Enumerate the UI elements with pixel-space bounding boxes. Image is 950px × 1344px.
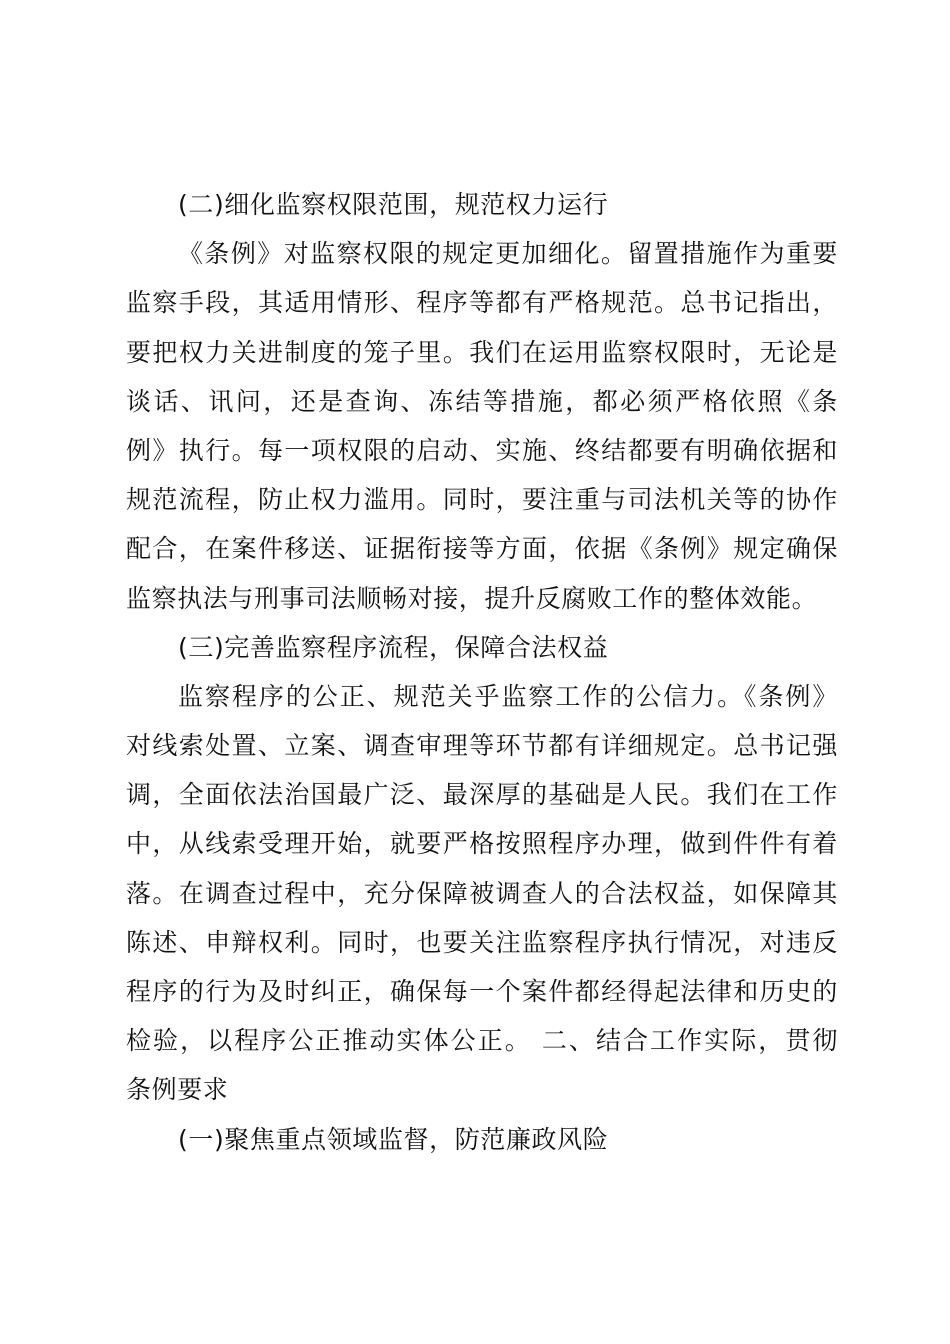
paragraph-line: 中，从线索受理开始，就要严格按照程序办理，做到件件有着: [126, 829, 838, 859]
paragraph-line: 对线索处置、立案、调查审理等环节都有详细规定。总书记强: [126, 731, 838, 761]
section-heading-2: (二)细化监察权限范围，规范权力运行: [178, 190, 609, 219]
section-heading-3: (三)完善监察程序流程，保障合法权益: [178, 632, 609, 662]
paragraph-line: 程序的行为及时纠正，确保每一个案件都经得起法律和历史的: [126, 977, 838, 1006]
paragraph-line: 调，全面依法治国最广泛、最深厚的基础是人民。我们在工作: [126, 780, 838, 810]
section-heading-1: (一)聚焦重点领域监督，防范廉政风险: [178, 1124, 609, 1154]
paragraph-line: 监察手段，其适用情形、程序等都有严格规范。总书记指出，: [126, 288, 838, 318]
paragraph-line: 配合，在案件移送、证据衔接等方面，依据《条例》规定确保: [126, 534, 838, 564]
paragraph-line: 陈述、申辩权利。同时，也要关注监察程序执行情况，对违反: [126, 927, 838, 957]
paragraph-line: 例》执行。每一项权限的启动、实施、终结都要有明确依据和: [126, 435, 838, 465]
paragraph-line: 落。在调查过程中，充分保障被调查人的合法权益，如保障其: [126, 878, 838, 908]
paragraph-line: 条例要求: [126, 1075, 229, 1105]
paragraph-line: 检验，以程序公正推动实体公正。 二、结合工作实际，贯彻: [126, 1026, 838, 1056]
paragraph-line: 《条例》对监察权限的规定更加细化。留置措施作为重要: [178, 239, 838, 269]
paragraph-line: 规范流程，防止权力滥用。同时，要注重与司法机关等的协作: [126, 485, 838, 515]
paragraph-line: 监察程序的公正、规范关乎监察工作的公信力。《条例》: [178, 681, 838, 711]
paragraph-line: 要把权力关进制度的笼子里。我们在运用监察权限时，无论是: [126, 337, 838, 367]
paragraph-line: 监察执法与刑事司法顺畅对接，提升反腐败工作的整体效能。: [126, 583, 818, 613]
document-body: [126, 180, 838, 1164]
paragraph-line: 谈话、讯问，还是查询、冻结等措施，都必须严格依照《条: [126, 386, 838, 416]
